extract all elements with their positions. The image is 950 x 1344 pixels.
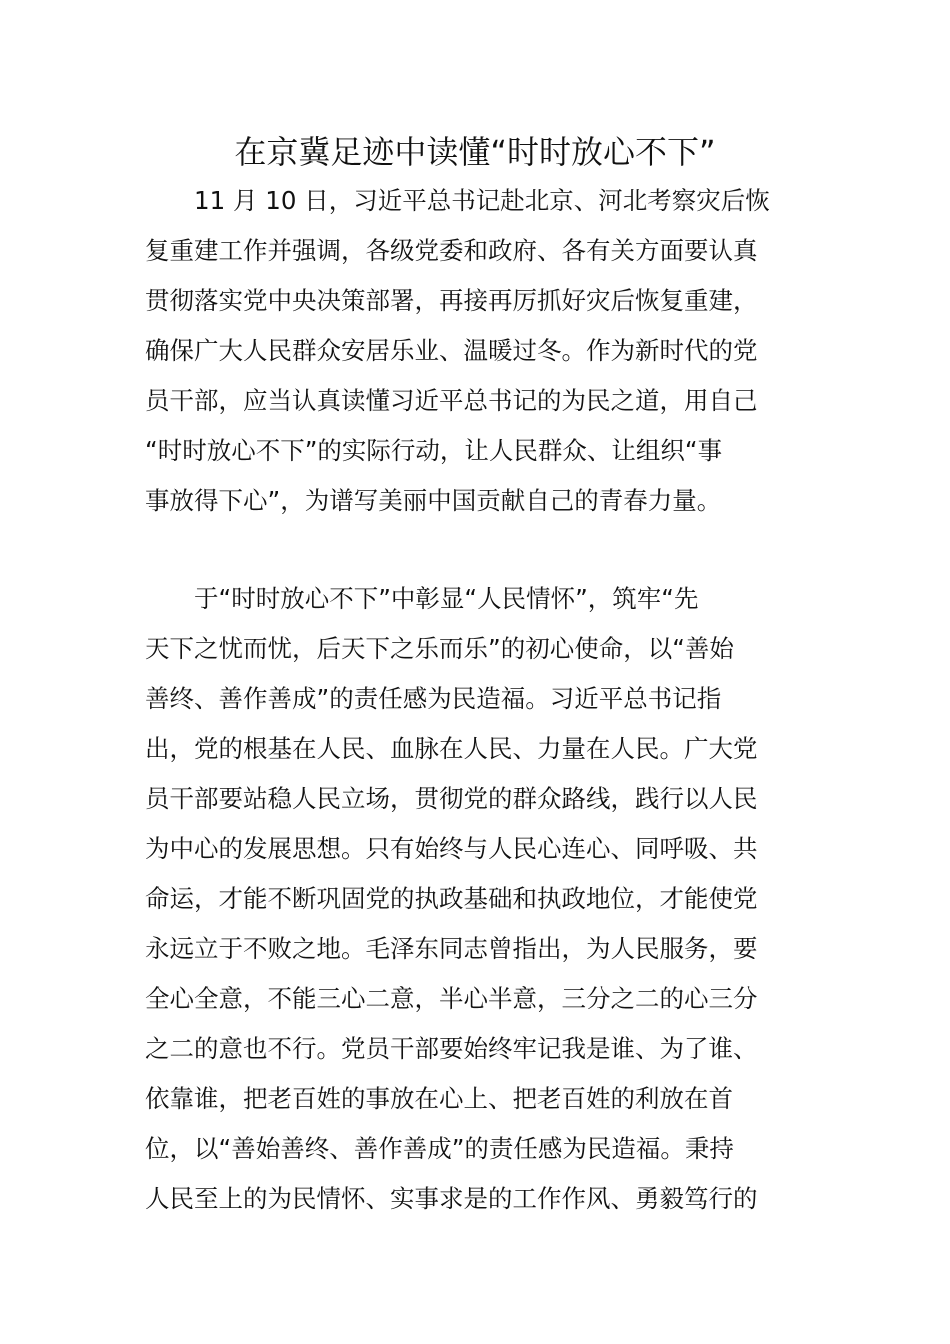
paragraph-line: 位，以“善始善终、善作善成”的责任感为民造福。秉持 [145,1134,734,1163]
paragraph-line: 于“时时放心不下”中彰显“人民情怀”，筑牢“先 [194,584,699,613]
paragraph-line: 依靠谁，把老百姓的事放在心上、把老百姓的利放在首 [145,1084,733,1113]
paragraph-line: 出，党的根基在人民、血脉在人民、力量在人民。广大党 [145,734,758,763]
paragraph-line: 11 月 10 日，习近平总书记赴北京、河北考察灾后恢 [194,186,770,215]
paragraph-line: 命运，才能不断巩固党的执政基础和执政地位，才能使党 [145,884,758,913]
paragraph-1 [145,176,809,526]
paragraph-line: 人民至上的为民情怀、实事求是的工作作风、勇毅笃行的 [145,1184,758,1213]
paragraph-line: “时时放心不下”的实际行动，让人民群众、让组织“事 [145,436,723,465]
paragraph-line: 永远立于不败之地。毛泽东同志曾指出，为人民服务，要 [145,934,758,963]
paragraph-line: 贯彻落实党中央决策部署，再接再厉抓好灾后恢复重建， [145,286,758,315]
paragraph-line: 为中心的发展思想。只有始终与人民心连心、同呼吸、共 [145,834,758,863]
document-title: 在京冀足迹中读懂“时时放心不下” [234,133,716,171]
paragraph-line: 复重建工作并强调，各级党委和政府、各有关方面要认真 [145,236,758,265]
paragraph-line: 之二的意也不行。党员干部要始终牢记我是谁、为了谁、 [145,1034,758,1063]
paragraph-line: 员干部要站稳人民立场，贯彻党的群众路线，践行以人民 [145,784,758,813]
paragraph-line: 全心全意，不能三心二意，半心半意，三分之二的心三分 [145,984,758,1013]
paragraph-line: 员干部，应当认真读懂习近平总书记的为民之道，用自己 [145,386,758,415]
paragraph-line: 事放得下心”，为谱写美丽中国贡献自己的青春力量。 [145,486,722,515]
paragraph-line: 善终、善作善成”的责任感为民造福。习近平总书记指 [145,684,722,713]
paragraph-line: 天下之忧而忧，后天下之乐而乐”的初心使命，以“善始 [145,634,734,663]
paragraph-line: 确保广大人民群众安居乐业、温暖过冬。作为新时代的党 [145,336,758,365]
paragraph-2 [145,574,809,1224]
